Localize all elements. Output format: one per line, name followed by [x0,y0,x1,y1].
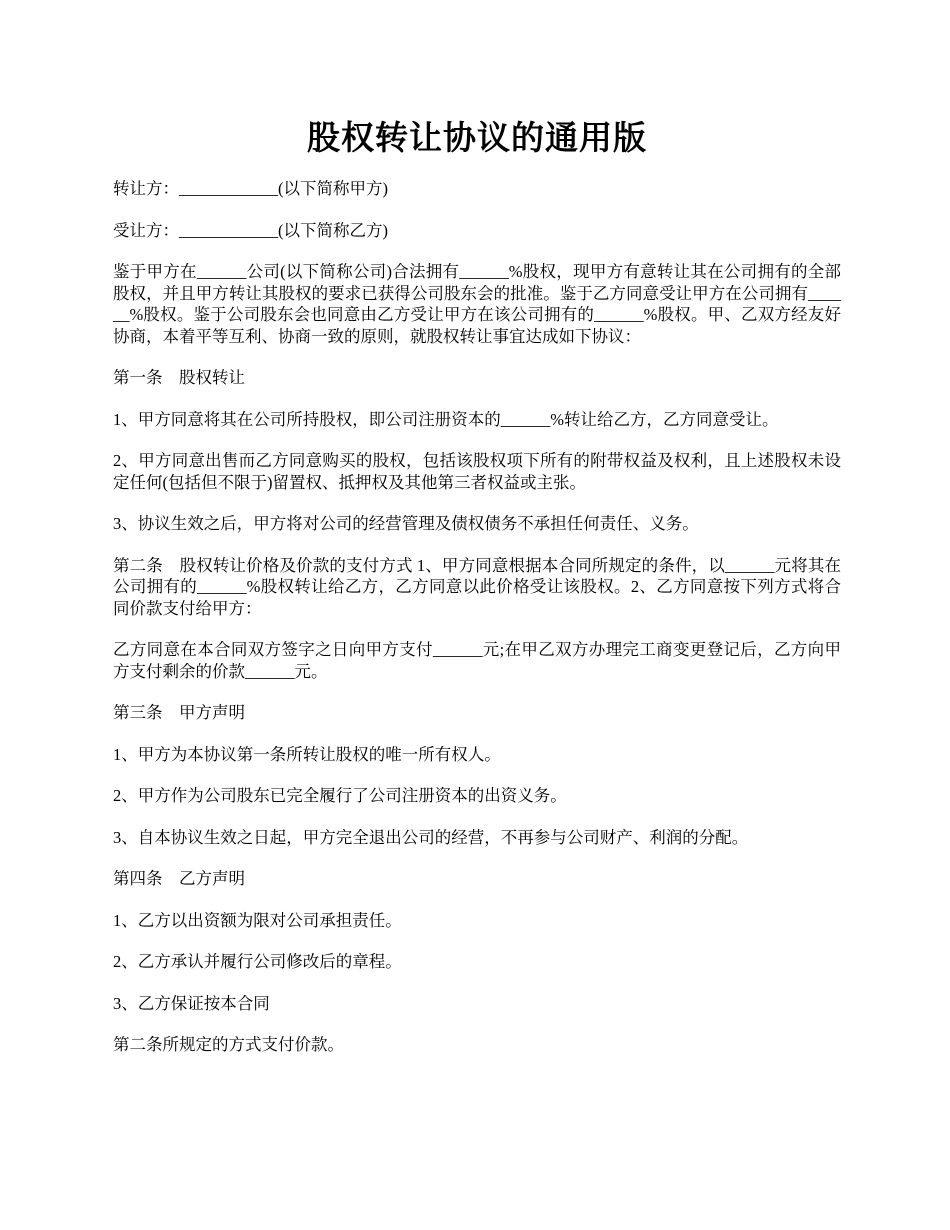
article-4-clause-1: 1、乙方以出资额为限对公司承担责任。 [113,910,402,930]
article-3-clause-1: 1、甲方为本协议第一条所转让股权的唯一所有权人。 [113,744,501,764]
paragraph-transferee: 受让方：____________(以下简称乙方) [113,220,388,240]
article-1-clause-2: 2、甲方同意出售而乙方同意购买的股权，包括该股权项下所有的附带权益及权利，且上述股权未设定任何(包括但不限于)留置权、抵押权及其他第三者权益或主张。 [113,451,841,492]
article-4-clause-3: 3、乙方保证按本合同 [113,993,270,1013]
document-page [113,0,841,1076]
paragraph-transferor: 转让方：____________(以下简称甲方) [113,179,388,198]
article-1-clause-1: 1、甲方同意将其在公司所持股权，即公司注册资本的______%转让给乙方，乙方同意受让。 [113,409,779,429]
document-body [113,178,841,1056]
article-2-payment: 乙方同意在本合同双方签字之日向甲方支付______元;在甲乙双方办理完工商变更登记后，乙方向甲方支付剩余的价款______元。 [113,640,841,681]
article-1-heading: 第一条 股权转让 [113,368,245,387]
document-title: 股权转让协议的通用版 [307,118,647,157]
article-3-clause-3: 3、自本协议生效之日起，甲方完全退出公司的经营，不再参与公司财产、利润的分配。 [113,827,749,847]
article-1-clause-3: 3、协议生效之后，甲方将对公司的经营管理及债权债务不承担任何责任、义务。 [113,514,699,533]
article-3-clause-2: 2、甲方作为公司股东已完全履行了公司注册资本的出资义务。 [113,786,567,805]
paragraph-preamble: 鉴于甲方在______公司(以下简称公司)合法拥有______%股权，现甲方有意转让其在公司拥有的全部股权，并且甲方转让其股权的要求已获得公司股东会的批准。鉴于乙方同意受让甲方在公司拥有______%股权。鉴于公司股东会也同意由乙方受让甲方在该公司拥有的______%股权。甲、乙双方经友好协商，本着平等互利、协商一致的原则，就股权转让事宜达成如下协议： [113,262,841,346]
article-4-clause-2: 2、乙方承认并履行公司修改后的章程。 [113,952,402,971]
article-3-heading: 第三条 甲方声明 [113,703,245,722]
article-4-heading: 第四条 乙方声明 [113,869,245,888]
article-4-clause-3-continued: 第二条所规定的方式支付价款。 [113,1035,344,1054]
article-2-text: 第二条 股权转让价格及价款的支付方式 1、甲方同意根据本合同所规定的条件，以______元将其在公司拥有的______%股权转让给乙方，乙方同意以此价格受让该股权。2、乙方同意按下列方式将合同价款支付给甲方： [113,555,841,618]
